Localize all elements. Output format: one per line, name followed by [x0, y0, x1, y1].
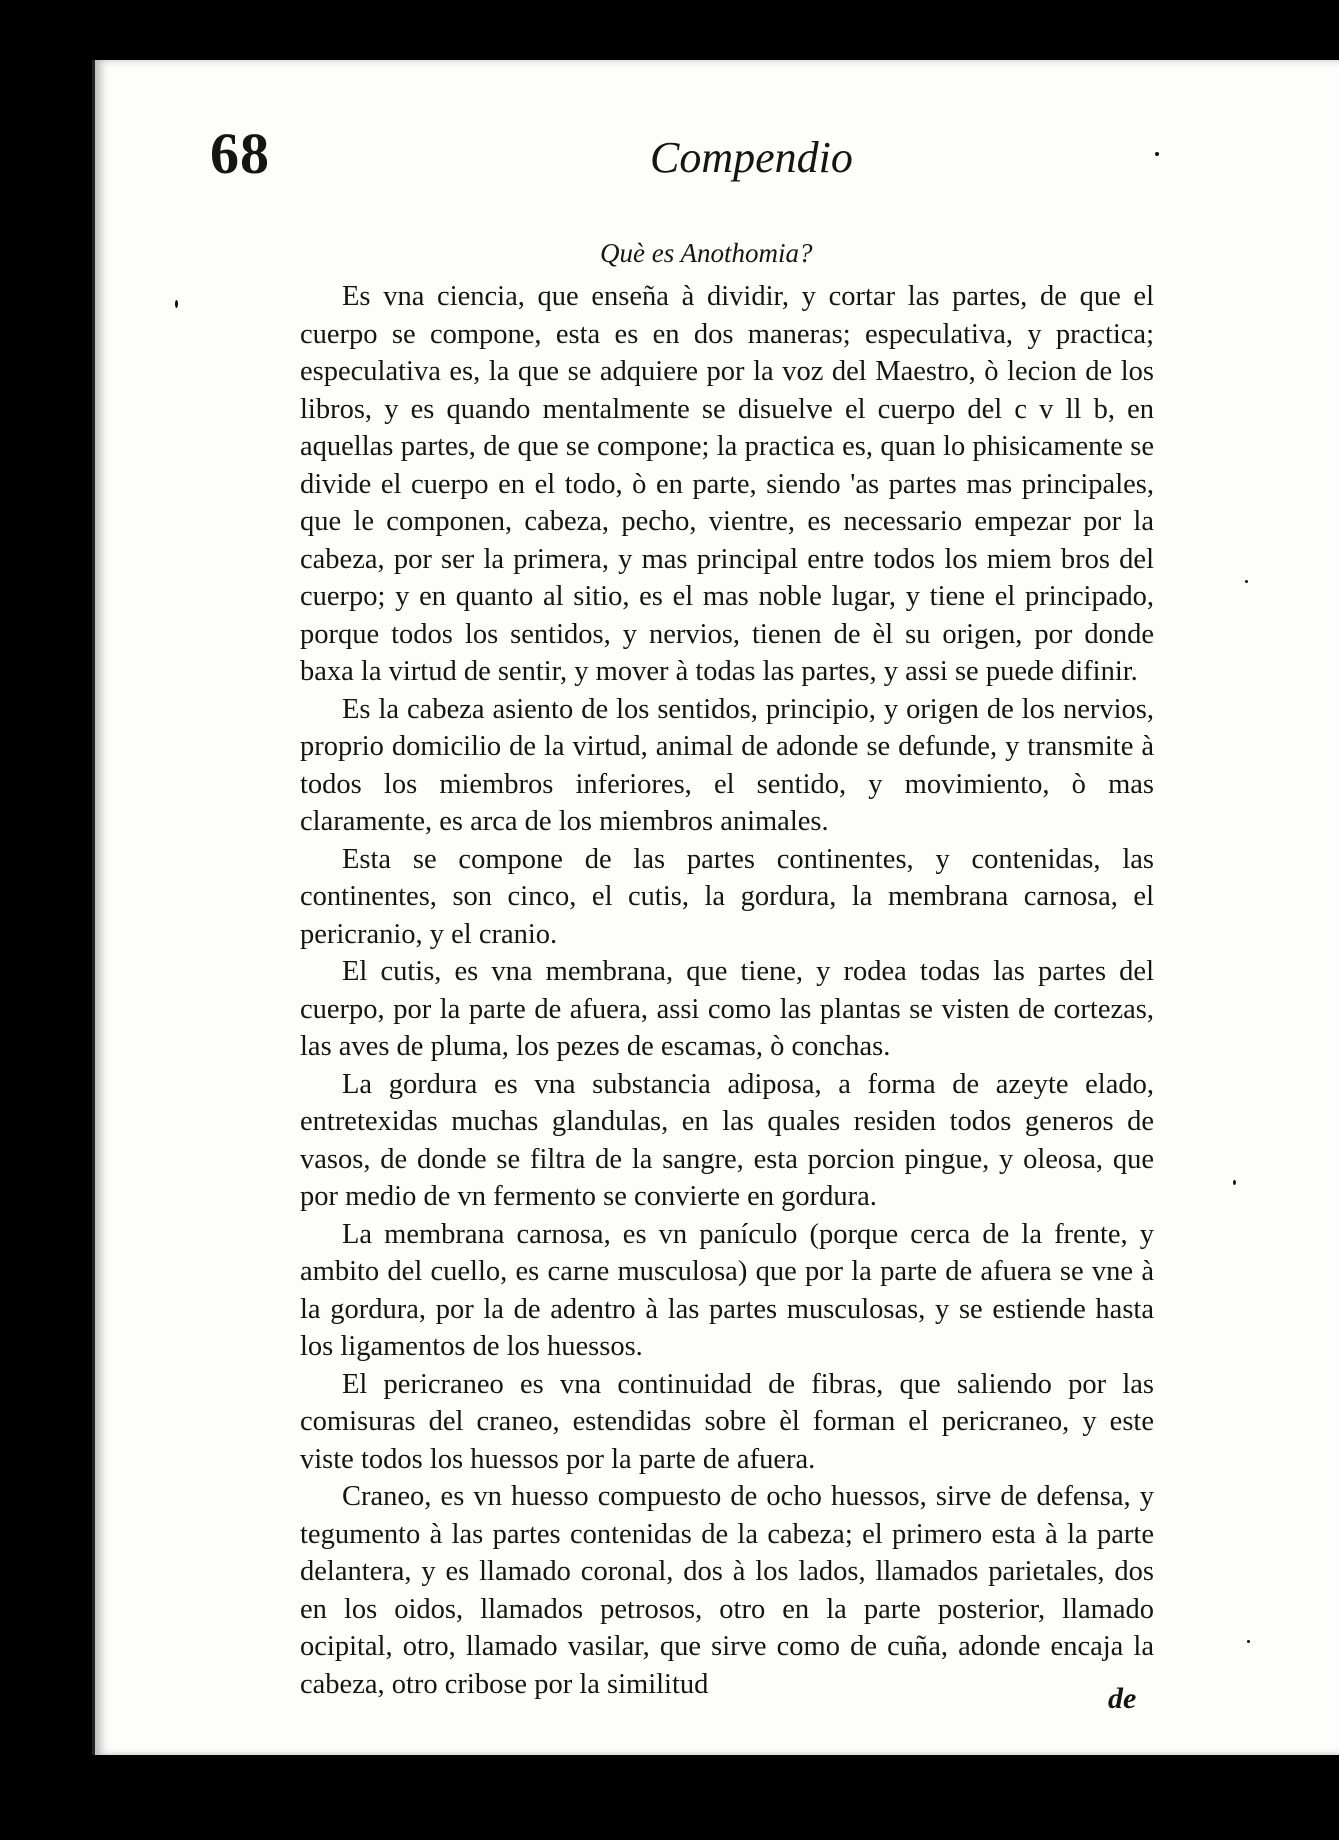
ink-speck [1247, 1640, 1250, 1643]
paragraph: El pericraneo es vna continuidad de fibras, que saliendo por las comisuras del craneo, estendidas sobre èl forman el pericraneo, y este viste todos los huessos por la parte de afuera. [300, 1368, 1154, 1475]
body-text [300, 278, 1154, 1703]
paragraph: La gordura es vna substancia adiposa, a forma de azeyte elado, entretexidas muchas glandulas, en las quales residen todos generos de vasos, de donde se filtra de la sangre, esta porcion pingue, y oleosa, que por medio de vn fermento se convierte en gordura. [300, 1068, 1154, 1212]
paragraph: Es la cabeza asiento de los sentidos, principio, y origen de los nervios, proprio domicilio de la virtud, animal de adonde se defunde, y transmite à todos los miembros inferiores, el sentido, y movimiento, ò mas claramente, es arca de los miembros animales. [300, 693, 1154, 837]
catchword: de [1108, 1682, 1137, 1715]
ink-speck [175, 300, 178, 308]
paragraph: La membrana carnosa, es vn panículo (porque cerca de la frente, y ambito del cuello, es carne musculosa) que por la parte de afuera se vne à la gordura, por la de adentro à las partes musculosas, y se estiende hasta los ligamentos de los huessos. [300, 1218, 1154, 1362]
ink-speck [1245, 580, 1248, 583]
paragraph: Esta se compone de las partes continentes, y contenidas, las continentes, son cinco, el cutis, la gordura, la membrana carnosa, el pericranio, y el cranio. [300, 843, 1154, 950]
page-number: 68 [210, 121, 270, 186]
section-heading: Què es Anothomia? [600, 238, 813, 268]
ink-speck [1233, 1180, 1236, 1185]
running-title: Compendio [650, 133, 853, 182]
paragraph: Es vna ciencia, que enseña à dividir, y cortar las partes, de que el cuerpo se compone, esta es en dos maneras; especulativa, y practica; especulativa es, la que se adquiere por la voz del Maestro, ò lecion de los libros, y es quando mentalmente se disuelve el cuerpo del c v ll b, en aquellas partes, de que se compone; la practica es, quan lo phisicamente se divide el cuerpo en el todo, ò en parte, siendo 'as partes mas principales, que le componen, cabeza, pecho, vientre, es necessario empezar por la cabeza, por ser la primera, y mas principal entre todos los miem bros del cuerpo; y en quanto al sitio, es el mas noble lugar, y tiene el principado, porque todos los sentidos, y nervios, tienen de èl su origen, por donde baxa la virtud de sentir, y mover à todas las partes, y assi se puede difinir. [300, 281, 1154, 687]
page-header [210, 120, 1170, 220]
paragraph: Craneo, es vn huesso compuesto de ocho huessos, sirve de defensa, y tegumento à las partes contenidas de la cabeza; el primero esta à la parte delantera, y es llamado coronal, dos à los lados, llamados parietales, dos en los oidos, llamados petrosos, otro en la parte posterior, llamado ocipital, otro, llamado vasilar, que sirve como de cuña, adonde encaja la cabeza, otro cribose por la similitud [300, 1481, 1154, 1700]
paragraph: El cutis, es vna membrana, que tiene, y rodea todas las partes del cuerpo, por la parte de afuera, assi como las plantas se visten de cortezas, las aves de pluma, los pezes de escamas, ò conchas. [300, 956, 1154, 1062]
